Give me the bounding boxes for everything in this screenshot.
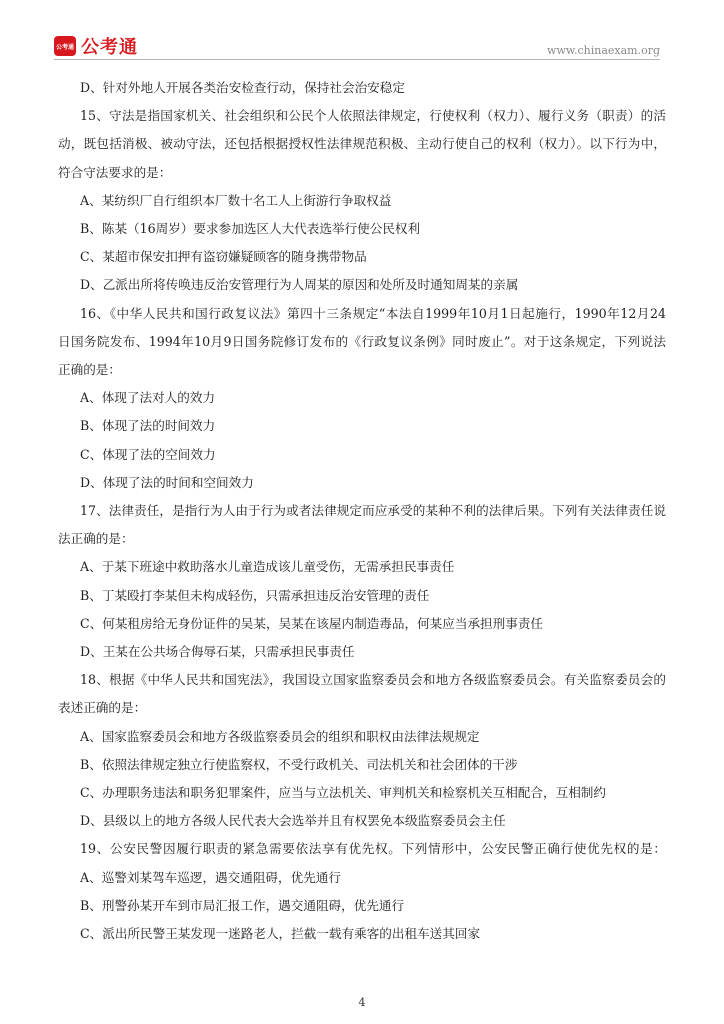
question-text-line: 动，既包括消极、被动守法，还包括根据授权性法律规范积极、主动行使自己的权利（权力）。以下行为中，	[58, 136, 666, 152]
answer-option: B、丁某殴打李某但未构成轻伤，只需承担违反治安管理的责任	[80, 587, 430, 603]
answer-option: C、体现了法的空间效力	[80, 446, 216, 462]
question-text-line: 法正确的是：	[58, 531, 134, 547]
question-text-line: 15、守法是指国家机关、社会组织和公民个人依照法律规定，行使权利（权力）、履行义务（职责）的活	[80, 108, 666, 124]
answer-option: B、陈某（16周岁）要求参加选区人大代表选举行使公民权利	[80, 221, 421, 237]
question-text-line: 正确的是：	[58, 362, 121, 378]
answer-option: B、刑警孙某开车到市局汇报工作，遇交通阻碍，优先通行	[80, 897, 405, 913]
logo-text: 公考通	[81, 37, 138, 58]
page-number: 4	[358, 996, 366, 1009]
document-body	[58, 74, 666, 948]
answer-option: A、体现了法对人的效力	[80, 390, 216, 406]
answer-option: D、王某在公共场合侮辱石某，只需承担民事责任	[80, 644, 355, 660]
answer-option: B、依照法律规定独立行使监察权，不受行政机关、司法机关和社会团体的干涉	[80, 756, 518, 772]
question-text-line: 16、《中华人民共和国行政复议法》第四十三条规定“本法自1999年10月1日起施行，1990年12月24	[80, 305, 666, 321]
answer-option: A、某纺织厂自行组织本厂数十名工人上街游行争取权益	[80, 192, 392, 208]
question-text-line: 表述正确的是：	[58, 700, 147, 716]
logo-icon: 公考通	[54, 36, 76, 56]
answer-option: D、乙派出所将传唤违反治安管理行为人周某的原因和处所及时通知周某的亲属	[80, 277, 519, 293]
site-url[interactable]: www.chinaexam.org	[547, 44, 660, 57]
brand-logo[interactable]	[54, 33, 138, 59]
answer-option: A、国家监察委员会和地方各级监察委员会的组织和职权由法律法规规定	[80, 728, 480, 744]
question-text-line: 日国务院发布、1994年10月9日国务院修订发布的《行政复议条例》同时废止”。对于这条规定，下列说法	[58, 333, 666, 349]
header-divider	[54, 59, 660, 60]
answer-option: A、于某下班途中救助落水儿童造成该儿童受伤，无需承担民事责任	[80, 559, 455, 575]
answer-option: C、办理职务违法和职务犯罪案件，应当与立法机关、审判机关和检察机关互相配合，互相制约	[80, 785, 606, 801]
question-text-line: 17、法律责任，是指行为人由于行为或者法律规定而应承受的某种不利的法律后果。下列有关法律责任说	[80, 503, 666, 519]
answer-option: A、巡警刘某驾车巡逻，遇交通阻碍，优先通行	[80, 869, 341, 885]
question-text-line: 19、公安民警因履行职责的紧急需要依法享有优先权。下列情形中，公安民警正确行使优先权的是：	[80, 841, 666, 857]
answer-option: C、某超市保安扣押有盗窃嫌疑顾客的随身携带物品	[80, 249, 367, 265]
question-text-line: 符合守法要求的是：	[58, 164, 172, 180]
question-text-line: 18、根据《中华人民共和国宪法》，我国设立国家监察委员会和地方各级监察委员会。有关监察委员会的	[80, 672, 666, 688]
answer-option: D、体现了法的时间和空间效力	[80, 474, 254, 490]
answer-option: C、派出所民警王某发现一迷路老人，拦截一载有乘客的出租车送其回家	[80, 926, 481, 942]
answer-option: D、针对外地人开展各类治安检查行动，保持社会治安稳定	[80, 80, 405, 95]
answer-option: D、县级以上的地方各级人民代表大会选举并且有权罢免本级监察委员会主任	[80, 813, 506, 829]
answer-option: B、体现了法的时间效力	[80, 418, 216, 434]
answer-option: C、何某租房给无身份证件的吴某，吴某在该屋内制造毒品，何某应当承担刑事责任	[80, 615, 544, 631]
page-header	[0, 0, 724, 62]
